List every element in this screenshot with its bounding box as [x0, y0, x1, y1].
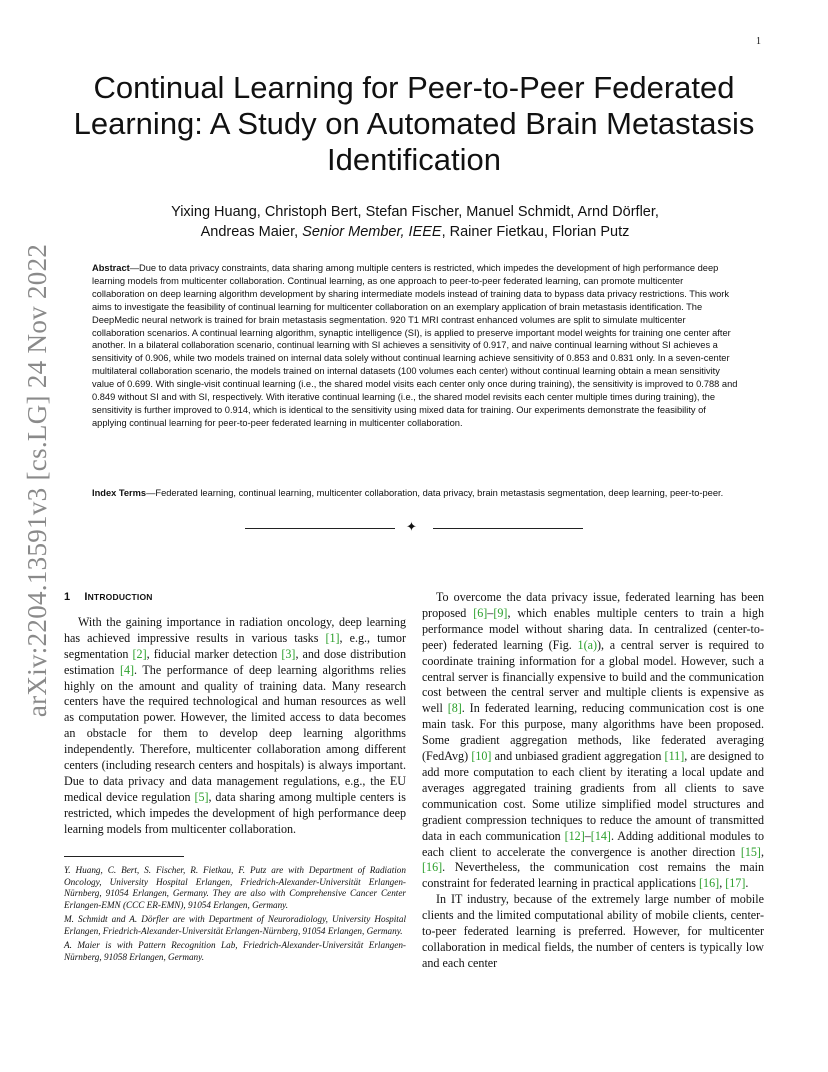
paragraph-text: . In federated learning, reducing communication cost is one main task. For this purpose, many algorithms have been proposed. Some gradient aggregation methods, like federated averaging (FedAvg) [422, 701, 764, 764]
abstract [92, 262, 738, 430]
paragraph-text: . The performance of deep learning algorithms relies highly on the amount and quality of training data. Many research centers have the required technological and human resources as well as computation power. However, the limited access to data becomes an obstacle for them to develop deep learning algorithms independently. Therefore, multicenter collaboration among different centers (including research centers and hospitals) is always important. Due to data privacy and data management regulations, e.g., the EU medical device regulation [64, 662, 407, 804]
author-names-b: , Rainer Fietkau, Florian Putz [441, 224, 630, 240]
citation-link[interactable]: [16] [699, 876, 720, 891]
paragraph-text: To overcome the data privacy issue, federated learning has been proposed [422, 590, 764, 620]
paragraph-text: . Adding additional modules to each client to accelerate the convergence is another direction [422, 828, 764, 859]
right-column [422, 590, 764, 972]
citation-link[interactable]: [4] [119, 662, 135, 677]
divider-rule-right [433, 528, 583, 529]
citation-link[interactable]: [1] [325, 630, 340, 645]
page-number: 1 [756, 36, 761, 47]
section-heading [64, 590, 406, 606]
abstract-label: Abstract [92, 263, 130, 273]
paragraph-text: , fiducial marker detection [146, 646, 282, 661]
footnote-rule [64, 856, 184, 857]
citation-link[interactable]: [9] [493, 605, 508, 620]
citation-link[interactable]: [6] [473, 605, 488, 620]
index-terms [92, 487, 738, 500]
citation-link[interactable]: [15] [740, 844, 761, 859]
star-icon: ✦ [406, 520, 417, 535]
intro-paragraph-2 [422, 590, 764, 892]
paragraph-text: – [584, 828, 591, 843]
author-line-2 [120, 222, 710, 242]
arxiv-identifier: arXiv:2204.13591v3 [cs.LG] 24 Nov 2022 [22, 243, 53, 717]
paragraph-text: With the gaining importance in radiation oncology, deep learning has achieved impressive results in various tasks [64, 614, 406, 645]
paragraph-text: – [487, 605, 494, 620]
citation-link[interactable]: [12] [564, 828, 585, 843]
intro-paragraph-1 [64, 615, 406, 838]
citation-link[interactable]: [10] [471, 749, 492, 764]
paragraph-text: , data sharing among multiple centers is restricted, which impedes the development of high performance deep learning models from multicenter collaboration. [64, 789, 406, 836]
paragraph-text: ), a central server is required to coordinate training information for a global model. However, such a central server is financially expensive to build and the communication cost between the central server and multiple clients is expensive as well [422, 637, 764, 716]
section-title-initial: I [84, 591, 88, 603]
paper-title: Continual Learning for Peer-to-Peer Federated Learning: A Study on Automated Brain Metastasis Identification [73, 70, 755, 177]
divider-rule-left [245, 528, 395, 529]
citation-link[interactable]: [8] [447, 701, 462, 716]
citation-link[interactable]: [16] [422, 860, 443, 875]
paragraph-text: , are designed to add more computation to each client by iterating a local update and averages aggregated training gradients from all clients to save communication cost. Some utilize simplified model structures and gradient compression techniques to reduce the amount of transmitted data in each communication [422, 749, 764, 843]
section-divider [245, 522, 583, 536]
footnote-2: M. Schmidt and A. Dörfler are with Department of Neuroradiology, University Hospital Erlangen, Friedrich-Alexander-Universität Erlangen-Nürnberg, 91054 Erlangen, Germany. [64, 914, 406, 937]
citation-link[interactable]: [17] [725, 876, 746, 891]
footnote-1: Y. Huang, C. Bert, S. Fischer, R. Fietkau, F. Putz are with Department of Radiation Oncology, University Hospital Erlangen, Friedrich-Alexander-Universität Erlangen-Nürnberg, 91054 Erlangen, Germany. They are also with Comprehensive Cancer Center Erlangen-EMN (CCC ER-EMN), 91054 Erlangen, Germany. [64, 864, 406, 911]
author-line-1: Yixing Huang, Christoph Bert, Stefan Fischer, Manuel Schmidt, Arnd Dörfler, [171, 204, 659, 220]
paragraph-text: , which enables multiple centers to train a high performance model without sharing data. In centralized (center-to-peer) federated learning (Fig. [422, 605, 765, 652]
intro-paragraph-3 [422, 892, 764, 972]
index-terms-label: Index Terms [92, 488, 147, 498]
paragraph-text: and unbiased gradient aggregation [491, 749, 665, 764]
section-number: 1 [64, 591, 71, 603]
paragraph-text: . Nevertheless, the communication cost remains the main constraint for federated learning in practical applications [422, 860, 764, 891]
paragraph-text: , [719, 876, 726, 891]
paragraph-text: In IT industry, because of the extremely large number of mobile clients and the limited computational ability of mobile clients, center-to-peer federated learning is preferred. However, for multicenter collaboration in medical fields, the number of centers is typically low and each center [422, 892, 764, 970]
author-names-a: Andreas Maier, [200, 224, 303, 240]
citation-link[interactable]: [2] [132, 646, 147, 661]
index-terms-text: —Federated learning, continual learning, multicenter collaboration, data privacy, brain metastasis segmentation, deep learning, peer-to-peer. [146, 488, 724, 498]
paragraph-text: . [745, 876, 749, 891]
section-title-rest: NTRODUCTION [87, 592, 153, 602]
abstract-text: —Due to data privacy constraints, data sharing among multiple centers is restricted, which impedes the development of high performance deep learning models from multicenter collaboration. Continual learning, as one approach to peer-to-peer federated learning, can promote multicenter collaboration on deep learning algorithm development by sharing intermediate models instead of training data to bypass data privacy restrictions. This work aims to investigate the feasibility of continual learning for multicenter collaboration on an exemplary application of brain metastasis identification. The DeepMedic neural network is trained for brain metastasis segmentation. 920 T1 MRI contrast enhanced volumes are split to simulate multicenter collaboration scenarios. A continual learning algorithm, synaptic intelligence (SI), is applied to preserve important model weights for training one center after another. In a bilateral collaboration scenario, continual learning with SI achieves a sensitivity of 0.917, and naive continual learning without SI achieves a sensitivity of 0.906, while two models trained on internal data solely without continual learning achieve sensitivity of 0.853 and 0.831 only. In a seven-center multilateral collaboration scenario, the models trained on internal datasets (100 volumes each center) without continual learning obtain a mean sensitivity value of 0.699. With single-visit continual learning (i.e., the shared model visits each center only once during training), the sensitivity is improved to 0.788 and 0.849 without SI and with SI, respectively. With iterative continual learning (i.e., the shared model revisits each center multiple times during training), the sensitivity is further improved to 0.914, which is identical to the sensitivity using mixed data for training. Our experiments demonstrate the feasibility of applying continual learning for peer-to-peer federated learning in multicenter collaboration. [92, 263, 738, 428]
citation-link[interactable]: [3] [281, 646, 296, 661]
citation-link[interactable]: [14] [590, 828, 611, 843]
citation-link[interactable]: [5] [194, 789, 209, 804]
left-column [64, 590, 406, 966]
paragraph-text: , and dose distribution estimation [64, 646, 406, 677]
citation-link[interactable]: 1(a) [577, 637, 598, 652]
author-membership: Senior Member, IEEE [302, 224, 442, 240]
citation-link[interactable]: [11] [664, 749, 685, 764]
footnote-3: A. Maier is with Pattern Recognition Lab, Friedrich-Alexander-Universität Erlangen-Nürnberg, 91058 Erlangen, Germany. [64, 940, 406, 962]
paragraph-text: , e.g., tumor segmentation [64, 630, 406, 661]
paragraph-text: , [760, 844, 764, 859]
arxiv-sidebar [18, 243, 58, 717]
author-list [120, 202, 710, 242]
